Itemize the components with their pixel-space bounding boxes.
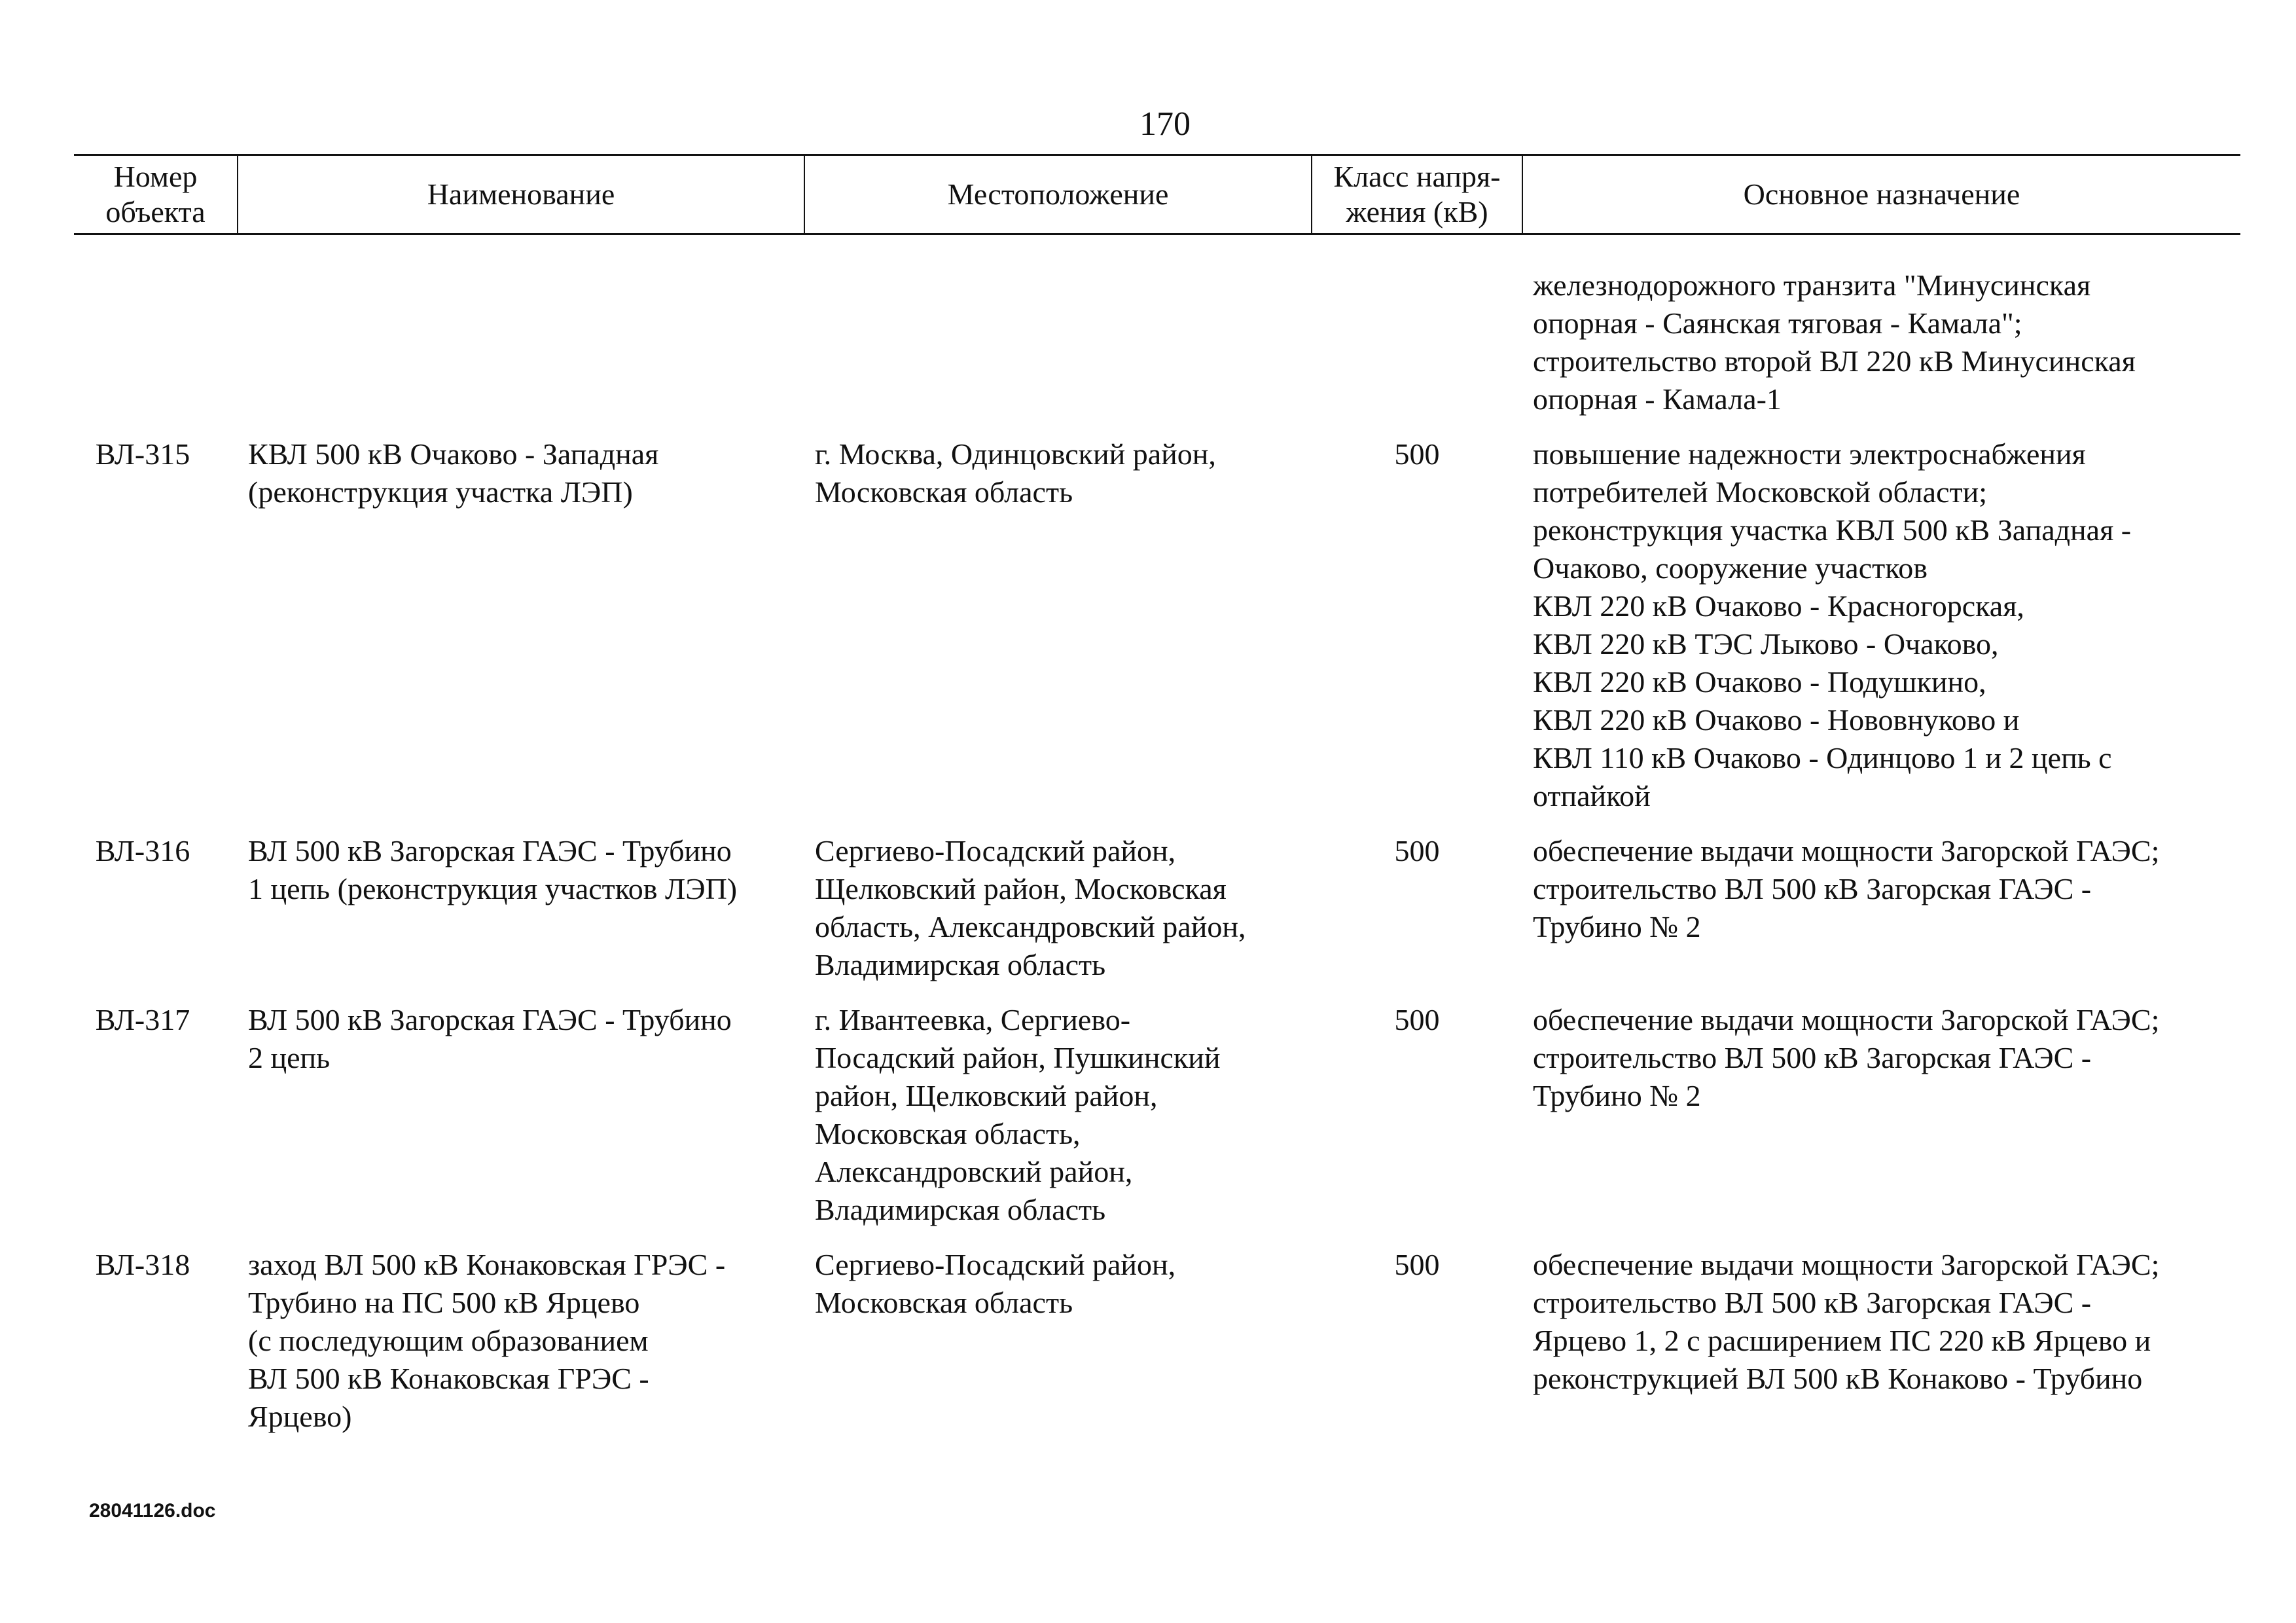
footer-document-filename: 28041126.doc: [89, 1500, 216, 1522]
cell-location: Сергиево-Посадский район, Щелковский район, Московская область, Александровский район, Владимирская область: [815, 834, 1246, 981]
header-voltage-class: Класс напря- жения (кВ): [1312, 155, 1522, 234]
cell-voltage: 500: [1394, 437, 1440, 471]
objects-table: [74, 154, 2240, 1453]
cell-name: ВЛ 500 кВ Загорская ГАЭС - Трубино 1 цепь (реконструкция участков ЛЭП): [248, 834, 738, 905]
table-row: [74, 435, 2240, 832]
cell-purpose: обеспечение выдачи мощности Загорской ГАЭС; строительство ВЛ 500 кВ Загорская ГАЭС - Ярцево 1, 2 с расширением ПС 220 кВ Ярцево и реконструкцией ВЛ 500 кВ Конаково - Трубино: [1533, 1248, 2160, 1395]
header-name: Наименование: [238, 155, 804, 234]
cell-purpose: обеспечение выдачи мощности Загорской ГАЭС; строительство ВЛ 500 кВ Загорская ГАЭС - Трубино № 2: [1533, 834, 2160, 943]
cell-location: Сергиево-Посадский район, Московская область: [815, 1248, 1176, 1319]
table-row: [74, 832, 2240, 1001]
cell-location: г. Ивантеевка, Сергиево- Посадский район, Пушкинский район, Щелковский район, Московская область, Александровский район, Владимирская область: [815, 1003, 1221, 1226]
cell-voltage: 500: [1394, 834, 1440, 867]
table-row: [74, 1246, 2240, 1453]
table-row-continuation: [74, 266, 2240, 435]
cell-name: ВЛ 500 кВ Загорская ГАЭС - Трубино 2 цепь: [248, 1003, 732, 1074]
cell-purpose: обеспечение выдачи мощности Загорской ГАЭС; строительство ВЛ 500 кВ Загорская ГАЭС - Трубино № 2: [1533, 1003, 2160, 1112]
cell-object-number: ВЛ-315: [95, 437, 190, 471]
table-row: [74, 1001, 2240, 1246]
cell-name: КВЛ 500 кВ Очаково - Западная (реконструкция участка ЛЭП): [248, 437, 659, 509]
cell-object-number: ВЛ-318: [95, 1248, 190, 1281]
cell-name: заход ВЛ 500 кВ Конаковская ГРЭС - Трубино на ПС 500 кВ Ярцево (с последующим образованием ВЛ 500 кВ Конаковская ГРЭС - Ярцево): [248, 1248, 726, 1433]
cell-purpose: повышение надежности электроснабжения потребителей Московской области; реконструкция участка КВЛ 500 кВ Западная - Очаково, сооружение участков КВЛ 220 кВ Очаково - Красногорская, КВЛ 220 кВ ТЭС Лыково - Очаково, КВЛ 220 кВ Очаково - Подушкино, КВЛ 220 кВ Очаково - Нововнуково и КВЛ 110 кВ Очаково - Одинцово 1 и 2 цепь с отпайкой: [1533, 437, 2132, 812]
table-header-row: [74, 155, 2240, 234]
header-location: Местоположение: [804, 155, 1312, 234]
cell-voltage: 500: [1394, 1248, 1440, 1281]
cell-location: г. Москва, Одинцовский район, Московская область: [815, 437, 1216, 509]
page-number: 170: [1139, 105, 1191, 143]
header-purpose: Основное назначение: [1522, 155, 2240, 234]
cell-voltage: 500: [1394, 1003, 1440, 1036]
cell-object-number: ВЛ-317: [95, 1003, 190, 1036]
cell-purpose: железнодорожного транзита "Минусинская опорная - Саянская тяговая - Камала"; строительство второй ВЛ 220 кВ Минусинская опорная - Камала-1: [1533, 268, 2136, 416]
header-object-number: Номер объекта: [74, 155, 238, 234]
cell-object-number: ВЛ-316: [95, 834, 190, 867]
